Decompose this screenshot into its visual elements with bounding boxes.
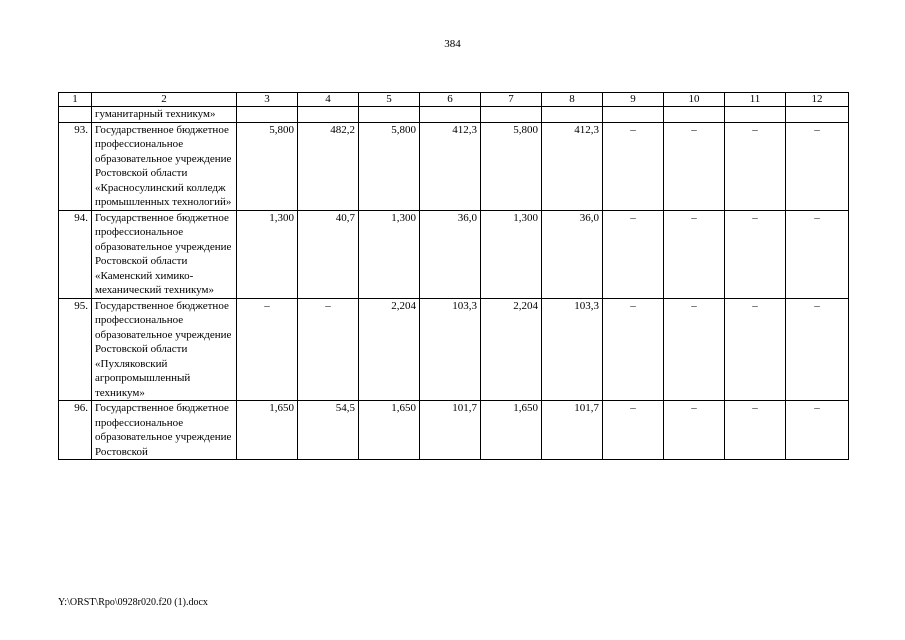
row-number: 95. <box>59 298 92 401</box>
value-cell-col-10: – <box>664 122 725 210</box>
column-header-1: 1 <box>59 93 92 107</box>
table-row <box>59 210 849 298</box>
value-cell-col-4: 54,5 <box>298 401 359 460</box>
value-cell-col-3 <box>237 107 298 123</box>
value-cell-col-9: – <box>603 122 664 210</box>
value-cell-col-3: 1,650 <box>237 401 298 460</box>
value-cell-col-11: – <box>725 122 786 210</box>
value-cell-col-4 <box>298 107 359 123</box>
value-cell-col-3: 5,800 <box>237 122 298 210</box>
column-header-8: 8 <box>542 93 603 107</box>
value-cell-col-4: 40,7 <box>298 210 359 298</box>
value-cell-col-10: – <box>664 401 725 460</box>
value-cell-col-10 <box>664 107 725 123</box>
value-cell-col-9: – <box>603 210 664 298</box>
table-row <box>59 298 849 401</box>
value-cell-col-7 <box>481 107 542 123</box>
institution-name: гуманитарный техникум» <box>92 107 237 123</box>
column-header-9: 9 <box>603 93 664 107</box>
value-cell-col-11 <box>725 107 786 123</box>
column-header-7: 7 <box>481 93 542 107</box>
value-cell-col-7: 1,650 <box>481 401 542 460</box>
value-cell-col-12: – <box>786 210 849 298</box>
column-header-2: 2 <box>92 93 237 107</box>
value-cell-col-6: 101,7 <box>420 401 481 460</box>
row-number <box>59 107 92 123</box>
column-header-12: 12 <box>786 93 849 107</box>
institution-name: Государственное бюджетное профессиональное образовательное учреждение Ростовской области «Красносулинский колледж промышленных технологий» <box>92 122 237 210</box>
value-cell-col-12: – <box>786 401 849 460</box>
value-cell-col-5: 1,650 <box>359 401 420 460</box>
value-cell-col-5: 1,300 <box>359 210 420 298</box>
row-number: 94. <box>59 210 92 298</box>
value-cell-col-9 <box>603 107 664 123</box>
value-cell-col-7: 5,800 <box>481 122 542 210</box>
value-cell-col-6: 36,0 <box>420 210 481 298</box>
value-cell-col-4: – <box>298 298 359 401</box>
value-cell-col-3: – <box>237 298 298 401</box>
value-cell-col-5 <box>359 107 420 123</box>
value-cell-col-12: – <box>786 122 849 210</box>
value-cell-col-3: 1,300 <box>237 210 298 298</box>
value-cell-col-12: – <box>786 298 849 401</box>
value-cell-col-8: 103,3 <box>542 298 603 401</box>
row-number: 96. <box>59 401 92 460</box>
value-cell-col-6: 412,3 <box>420 122 481 210</box>
column-header-6: 6 <box>420 93 481 107</box>
value-cell-col-8: 36,0 <box>542 210 603 298</box>
value-cell-col-5: 5,800 <box>359 122 420 210</box>
value-cell-col-8: 101,7 <box>542 401 603 460</box>
value-cell-col-10: – <box>664 210 725 298</box>
value-cell-col-9: – <box>603 401 664 460</box>
value-cell-col-11: – <box>725 298 786 401</box>
institution-name: Государственное бюджетное профессиональное образовательное учреждение Ростовской области «Каменский химико-механический техникум» <box>92 210 237 298</box>
table-row <box>59 122 849 210</box>
column-header-3: 3 <box>237 93 298 107</box>
footer-file-path: Y:\ORST\Rpo\0928r020.f20 (1).docx <box>58 597 208 608</box>
row-number: 93. <box>59 122 92 210</box>
value-cell-col-11: – <box>725 210 786 298</box>
header-row <box>59 93 849 107</box>
value-cell-col-11: – <box>725 401 786 460</box>
page-number: 384 <box>444 38 461 50</box>
table-row <box>59 107 849 123</box>
institution-name: Государственное бюджетное профессиональное образовательное учреждение Ростовской области «Пухляковский агропромышленный техникум» <box>92 298 237 401</box>
column-header-10: 10 <box>664 93 725 107</box>
value-cell-col-8: 412,3 <box>542 122 603 210</box>
value-cell-col-12 <box>786 107 849 123</box>
value-cell-col-5: 2,204 <box>359 298 420 401</box>
institution-name: Государственное бюджетное профессиональное образовательное учреждение Ростовской <box>92 401 237 460</box>
value-cell-col-8 <box>542 107 603 123</box>
budget-table <box>58 92 849 460</box>
value-cell-col-7: 2,204 <box>481 298 542 401</box>
value-cell-col-10: – <box>664 298 725 401</box>
value-cell-col-9: – <box>603 298 664 401</box>
value-cell-col-6 <box>420 107 481 123</box>
column-header-4: 4 <box>298 93 359 107</box>
table-body <box>59 107 849 460</box>
column-header-11: 11 <box>725 93 786 107</box>
table-row <box>59 401 849 460</box>
value-cell-col-7: 1,300 <box>481 210 542 298</box>
column-header-5: 5 <box>359 93 420 107</box>
value-cell-col-6: 103,3 <box>420 298 481 401</box>
value-cell-col-4: 482,2 <box>298 122 359 210</box>
